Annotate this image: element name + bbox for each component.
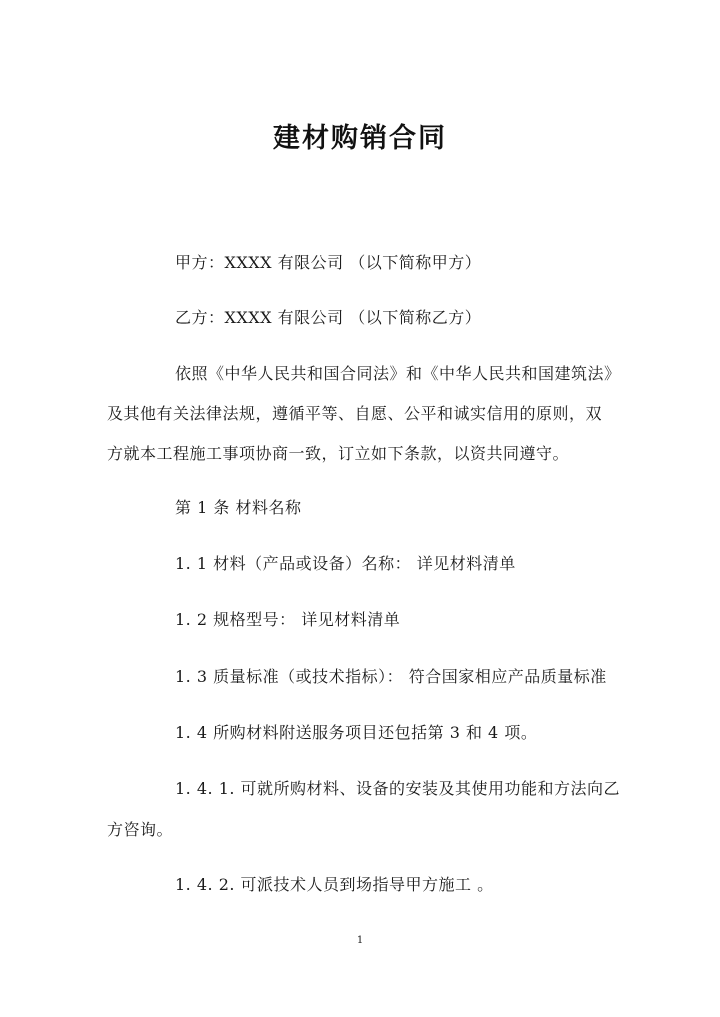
party-a-line: 甲方：XXXX 有限公司 （以下简称甲方） (175, 253, 482, 272)
clause-1-4-2: 1. 4. 2. 可派技术人员到场指导甲方施工 。 (175, 875, 494, 894)
preamble-line-3: 方就本工程施工事项协商一致，订立如下条款，以资共同遵守。 (107, 444, 570, 463)
clause-1-4-1-line-1: 1. 4. 1. 可就所购材料、设备的安装及其使用功能和方法向乙 (175, 779, 621, 798)
clause-1-4-1-line-2: 方咨询。 (107, 820, 174, 839)
document-title: 建材购销合同 (273, 123, 447, 154)
party-b-line: 乙方：XXXX 有限公司 （以下简称乙方） (175, 308, 482, 327)
clause-1-4: 1. 4 所购材料附送服务项目还包括第 3 和 4 项。 (175, 723, 538, 742)
clause-1-2: 1. 2 规格型号： 详见材料清单 (175, 610, 401, 629)
page-number: 1 (356, 935, 364, 946)
preamble-line-1: 依照《中华人民共和国合同法》和《中华人民共和国建筑法》 (175, 364, 621, 383)
article-1-heading: 第 1 条 材料名称 (175, 498, 302, 517)
clause-1-1: 1. 1 材料（产品或设备）名称： 详见材料清单 (175, 554, 516, 573)
preamble-line-2: 及其他有关法律法规，遵循平等、自愿、公平和诚实信用的原则，双 (107, 404, 603, 423)
clause-1-3: 1. 3 质量标准（或技术指标）： 符合国家相应产品质量标准 (175, 667, 607, 686)
